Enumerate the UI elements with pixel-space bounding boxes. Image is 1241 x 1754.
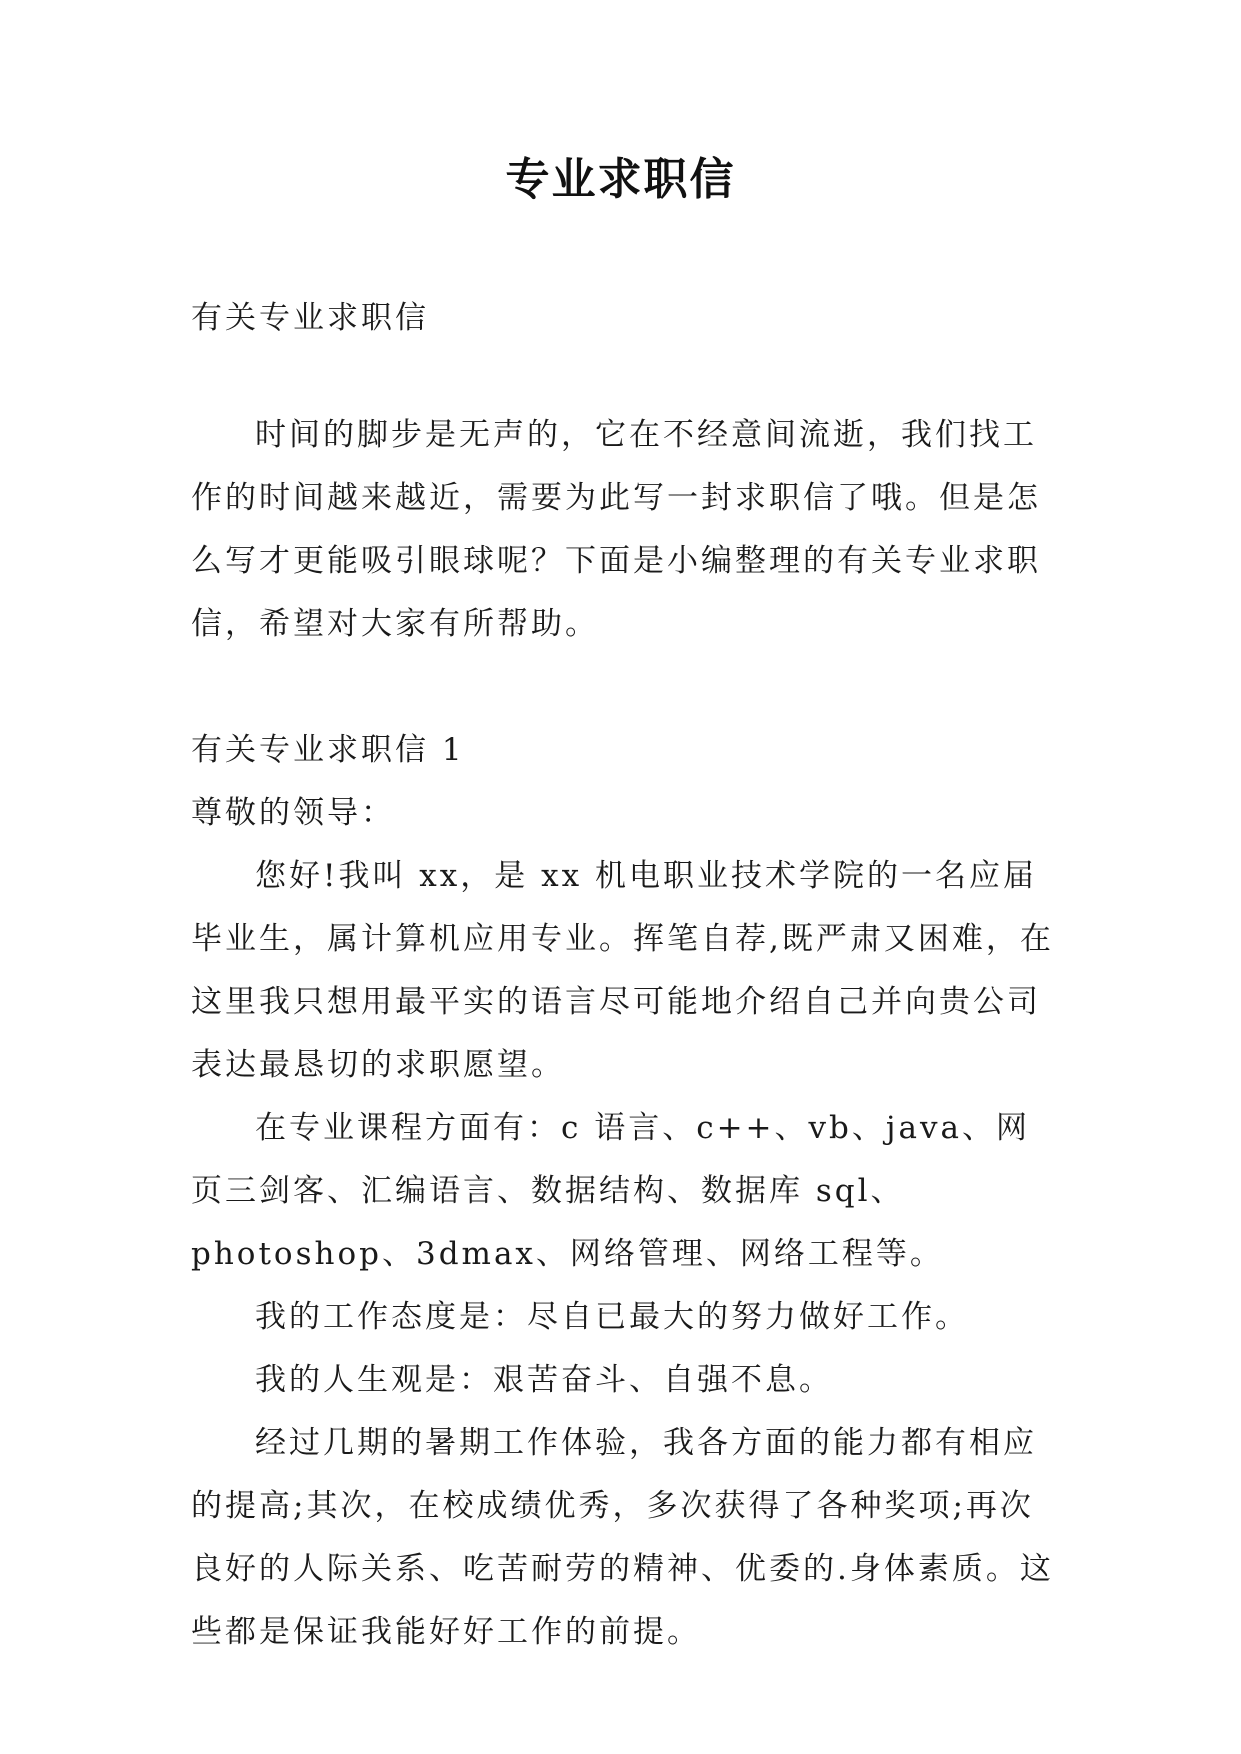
salutation: 尊敬的领导： <box>191 795 395 831</box>
body-paragraph: 我的工作态度是：尽自已最大的努力做好工作。 <box>255 1299 969 1335</box>
body-paragraph: 您好!我叫 xx，是 xx 机电职业技术学院的一名应届毕业生，属计算机应用专业。挥笔自荐,既严肃又困难，在这里我只想用最平实的语言尽可能地介绍自己并向贵公司表达最恳切的求职愿望。 <box>191 858 1054 1083</box>
body-paragraph: 经过几期的暑期工作体验，我各方面的能力都有相应的提高;其次，在校成绩优秀，多次获得了各种奖项;再次良好的人际关系、吃苦耐劳的精神、优委的.身体素质。这些都是保证我能好好工作的前提。 <box>191 1425 1054 1650</box>
section-heading: 有关专业求职信 1 <box>191 732 465 768</box>
document-title: 专业求职信 <box>505 154 736 205</box>
document-subtitle: 有关专业求职信 <box>191 300 429 336</box>
body-paragraph: 我的人生观是：艰苦奋斗、自强不息。 <box>255 1362 833 1398</box>
body-paragraph: 在专业课程方面有：c 语言、c++、vb、java、网页三剑客、汇编语言、数据结构、数据库 sql、photoshop、3dmax、网络管理、网络工程等。 <box>191 1110 1030 1272</box>
spacer <box>191 656 1061 719</box>
document-body <box>191 287 1061 1664</box>
intro-paragraph: 时间的脚步是无声的，它在不经意间流逝，我们找工作的时间越来越近，需要为此写一封求职信了哦。但是怎么写才更能吸引眼球呢？下面是小编整理的有关专业求职信，希望对大家有所帮助。 <box>191 417 1041 642</box>
spacer <box>191 350 1061 404</box>
